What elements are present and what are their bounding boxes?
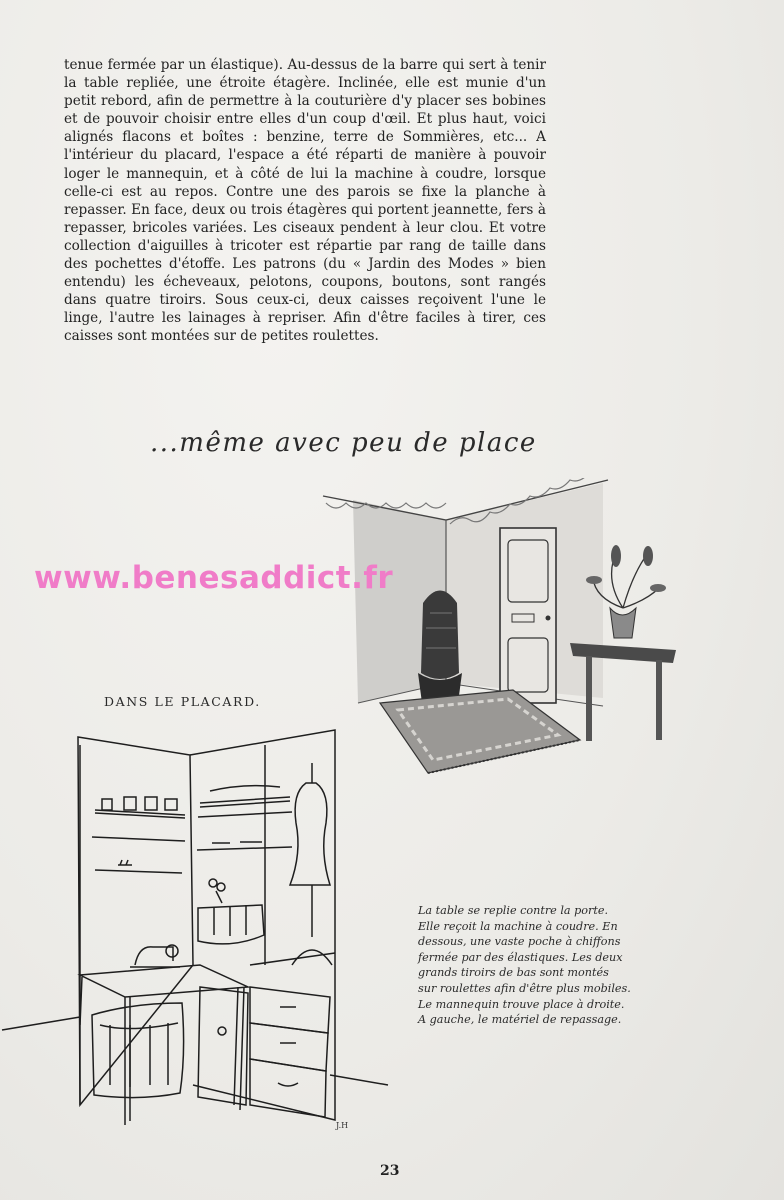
closet-illustration [0,725,390,1145]
caption-line: A gauche, le matériel de repassage. [418,1013,622,1027]
caption-line: Le mannequin trouve place à droite. [418,997,625,1011]
caption-line: grands tiroirs de bas sont montés [418,966,609,980]
caption-line: fermée par des élastiques. Les deux [418,950,623,964]
caption-line: La table se replie contre la porte. [418,904,609,917]
caption-line: Elle reçoit la machine à coudre. En [418,919,618,933]
artist-initials: J.H [336,1121,349,1130]
caption-line: sur roulettes afin d'être plus mobiles. [418,981,631,995]
watermark-url: www.benesaddict.fr [34,560,394,596]
article-paragraph: tenue fermée par un élastique). Au-dessus de la barre qui sert à tenir la table repliée, une étroite étagère. Inclinée, elle est munie d'un petit rebord, afin de permettre à la couturière d'y placer ses bobines et de pouvoir choisir entre elles d'un coup d'œil. Et plus haut, voici alignés flacons et boîtes : benzine, terre de Sommières, etc... A l'intérieur du placard, l'espace a été réparti de manière à pouvoir loger le mannequin, et à côté de lui la machine à coudre, lorsque celle-ci est au repos. Contre une des parois se fixe la planche à repasser. En face, deux ou trois étagères qui portent jeannette, fers à repasser, bricoles variées. Les ciseaux pendent à leur clou. Et votre collection d'aiguilles à tricoter est répartie par rang de taille dans des pochettes d'étoffe. Les patrons (du « Jardin des Modes » bien entendu) les écheveaux, pelotons, coupons, boutons, sont rangés dans quatre tiroirs. Sous ceux-ci, deux caisses reçoivent l'une le linge, l'autre les lainages à repriser. Afin d'être faciles à tirer, ces caisses sont montées sur de petites roulettes. [64,57,546,345]
article-body [64,56,546,346]
illustration-caption [418,903,674,1028]
section-headline: ...même avec peu de place [150,428,537,458]
caption-line: dessous, une vaste poche à chiffons [418,935,621,949]
page-number: 23 [380,1163,400,1179]
illustration-label: DANS LE PLACARD. [104,694,261,709]
